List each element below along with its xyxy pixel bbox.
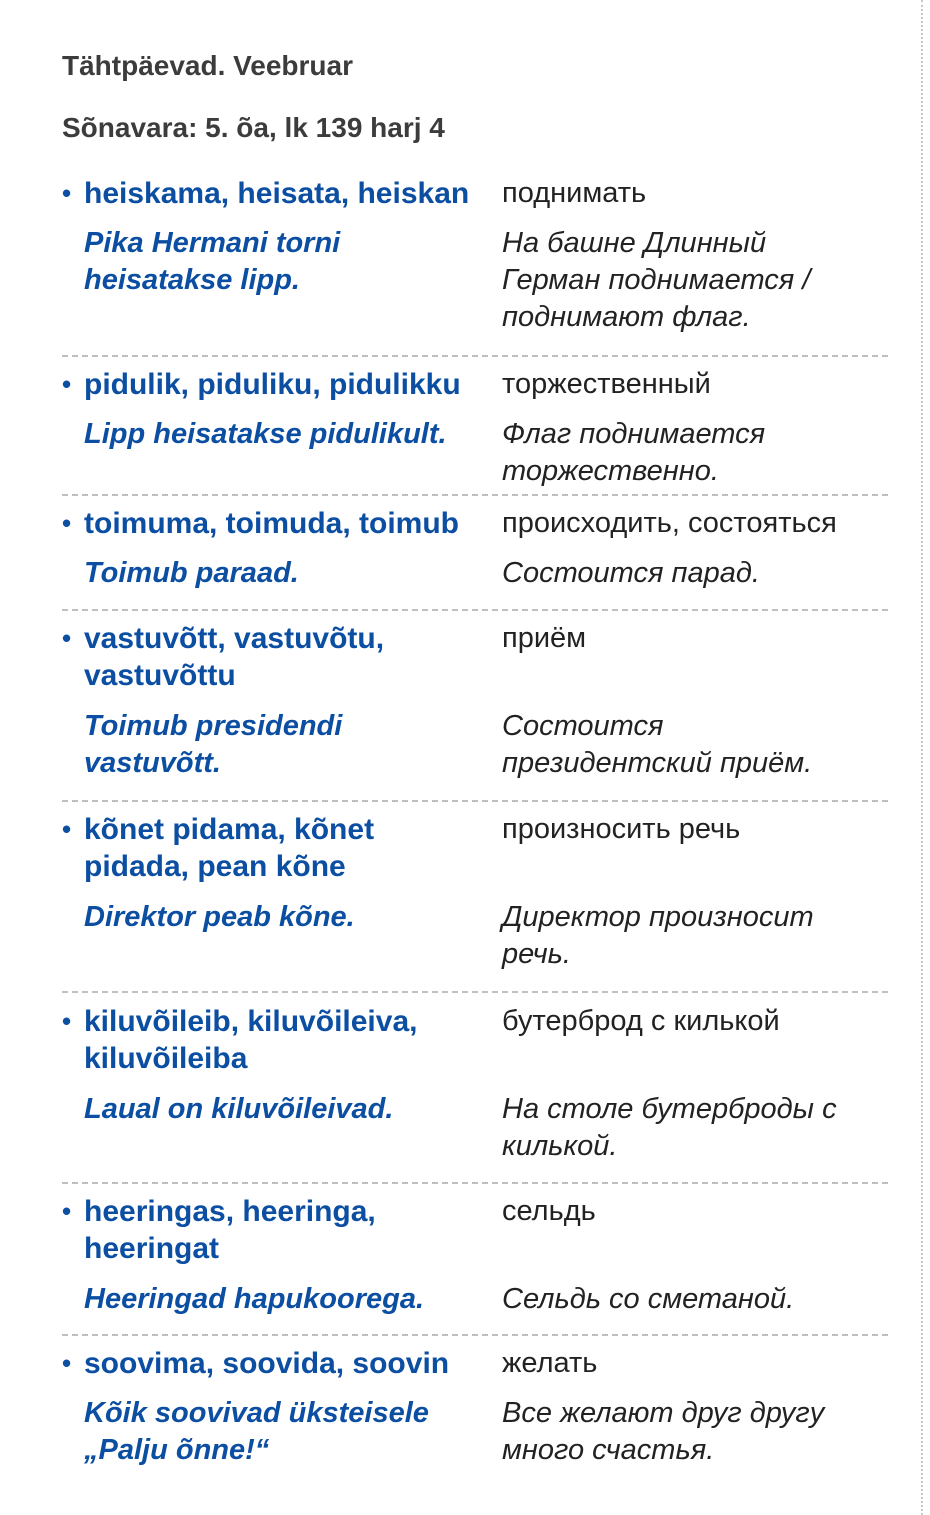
entry-divider (62, 991, 888, 993)
headword: heiskama, heisata, heiskan (84, 177, 470, 210)
entry-divider (62, 800, 888, 802)
vocab-entry (62, 811, 890, 981)
entry-divider (62, 609, 888, 611)
bullet-icon: • (62, 814, 72, 844)
example-sentence: Lipp heisatakse pidulikult. (84, 418, 447, 450)
example-sentence: Laual on kiluvõileivad. (84, 1093, 394, 1125)
headword: kõnet pidama, kõnet pidada, pean kõne (84, 813, 375, 883)
example-translation: На башне Длинный Герман поднимается / поднимают флаг. (502, 227, 811, 333)
example-sentence: Pika Hermani torni heisatakse lipp. (84, 227, 341, 296)
page-subtitle: Sõnavara: 5. õa, lk 139 harj 4 (62, 112, 445, 143)
translation: бутерброд с килькой (502, 1005, 780, 1037)
example-sentence: Kõik soovivad üksteisele „Palju õnne!“ (84, 1397, 429, 1466)
headword: soovima, soovida, soovin (84, 1347, 450, 1380)
translation: торжественный (502, 368, 711, 400)
bullet-icon: • (62, 178, 72, 208)
vocab-entry (62, 505, 890, 605)
bullet-icon: • (62, 623, 72, 653)
vocab-entry (62, 1345, 890, 1475)
vocab-entry (62, 1003, 890, 1173)
bullet-icon: • (62, 1006, 72, 1036)
example-translation: На столе бутерброды с килькой. (502, 1093, 837, 1162)
example-sentence: Direktor peab kõne. (84, 901, 355, 933)
translation: произносить речь (502, 813, 741, 845)
page-margin-rule (921, 0, 923, 1515)
bullet-icon: • (62, 1196, 72, 1226)
bullet-icon: • (62, 508, 72, 538)
translation: происходить, состояться (502, 507, 837, 539)
example-sentence: Heeringad hapukoorega. (84, 1283, 425, 1315)
example-translation: Сельдь со сметаной. (502, 1283, 795, 1315)
entry-divider (62, 1334, 888, 1336)
vocab-entry (62, 175, 890, 345)
headword: toimuma, toimuda, toimub (84, 507, 459, 540)
bullet-icon: • (62, 369, 72, 399)
vocab-entry (62, 620, 890, 795)
vocab-entry (62, 1193, 890, 1323)
example-translation: Все желают друг другу много счастья. (502, 1397, 825, 1466)
entry-divider (62, 1182, 888, 1184)
entry-divider (62, 494, 888, 496)
example-translation: Флаг поднимается торжественно. (502, 418, 766, 487)
headword: kiluvõileib, kiluvõileiva, kiluvõileiba (84, 1005, 418, 1075)
entry-divider (62, 355, 888, 357)
headword: heeringas, heeringa, heeringat (84, 1195, 376, 1265)
vocab-entry (62, 366, 890, 491)
translation: поднимать (502, 177, 647, 209)
translation: желать (502, 1347, 598, 1379)
example-translation: Состоится парад. (502, 557, 760, 589)
example-sentence: Toimub paraad. (84, 557, 299, 589)
example-sentence: Toimub presidendi vastuvõtt. (84, 710, 343, 779)
example-translation: Директор произносит речь. (502, 901, 814, 970)
translation: сельдь (502, 1195, 596, 1227)
example-translation: Состоится президентский приём. (502, 710, 813, 779)
bullet-icon: • (62, 1348, 72, 1378)
translation: приём (502, 622, 587, 654)
headword: vastuvõtt, vastuvõtu, vastuvõttu (84, 622, 385, 692)
page-title: Tähtpäevad. Veebruar (62, 50, 354, 81)
headword: pidulik, piduliku, pidulikku (84, 368, 461, 401)
